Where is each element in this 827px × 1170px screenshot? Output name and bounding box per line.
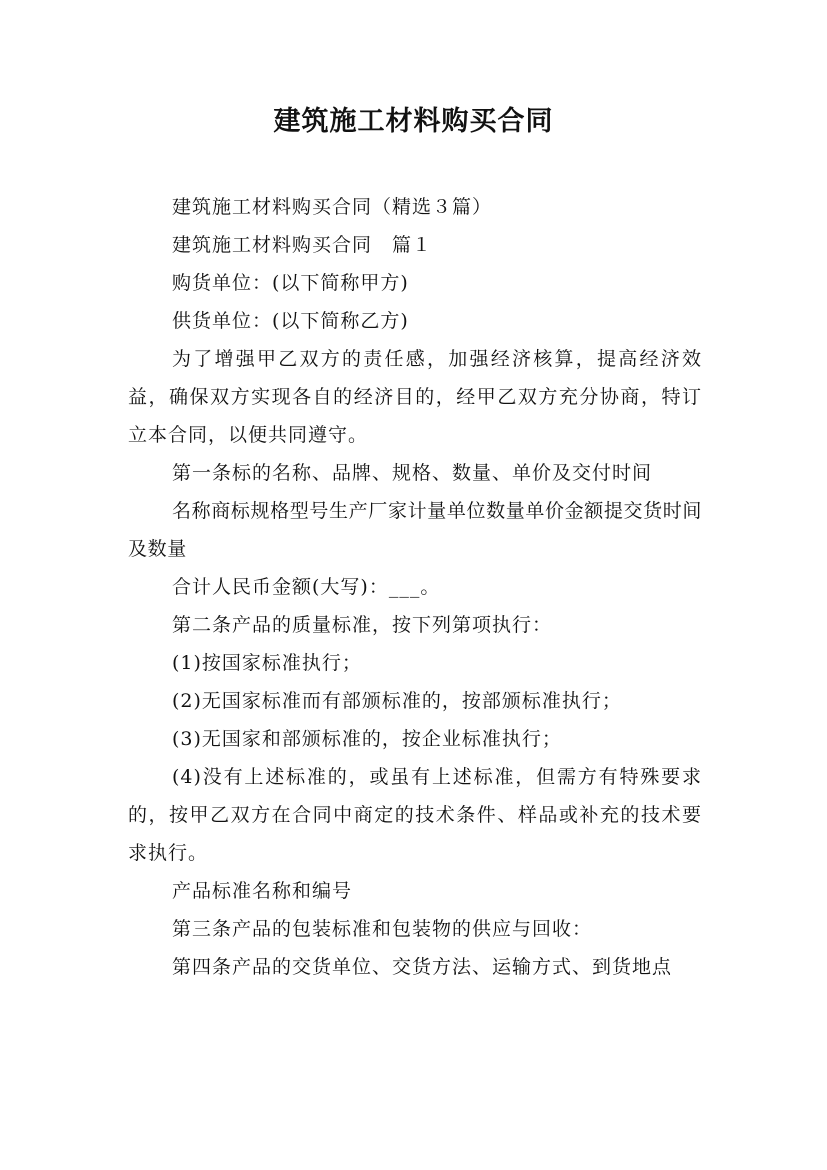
- paragraph-standard-name: 产品标准名称和编号: [172, 880, 353, 902]
- paragraph-clause-2: 第二条产品的质量标准，按下列第项执行：: [172, 614, 553, 636]
- paragraph-standard-2: (2)无国家标准而有部颁标准的，按部颁标准执行；: [172, 690, 622, 712]
- paragraph-purpose: 为了增强甲乙双方的责任感，加强经济核算，提高经济效益，确保双方实现各自的经济目的，经甲乙双方充分协商，特订立本合同，以便共同遵守。: [128, 348, 702, 446]
- paragraph-total-amount: 合计人民币金额(大写)：___。: [172, 576, 441, 598]
- paragraph-clause-1: 第一条标的名称、品牌、规格、数量、单价及交付时间: [172, 462, 653, 484]
- paragraph-buyer: 购货单位：(以下简称甲方): [172, 272, 409, 294]
- document-body: [128, 188, 702, 986]
- paragraph-item-columns: 名称商标规格型号生产厂家计量单位数量单价金额提交货时间及数量: [128, 500, 702, 560]
- paragraph-supplier: 供货单位：(以下简称乙方): [172, 310, 409, 332]
- paragraph-standard-4: (4)没有上述标准的，或虽有上述标准，但需方有特殊要求的，按甲乙双方在合同中商定的技术条件、样品或补充的技术要求执行。: [128, 766, 702, 864]
- paragraph-article-heading: 建筑施工材料购买合同 篇１: [172, 234, 433, 256]
- paragraph-clause-4: 第四条产品的交货单位、交货方法、运输方式、到货地点: [172, 956, 673, 978]
- paragraph-standard-1: (1)按国家标准执行；: [172, 652, 362, 674]
- paragraph-collection-heading: 建筑施工材料购买合同（精选３篇）: [172, 196, 493, 218]
- document-title: 建筑施工材料购买合同: [273, 106, 554, 137]
- paragraph-standard-3: (3)无国家和部颁标准的，按企业标准执行；: [172, 728, 562, 750]
- paragraph-clause-3: 第三条产品的包装标准和包装物的供应与回收：: [172, 918, 593, 940]
